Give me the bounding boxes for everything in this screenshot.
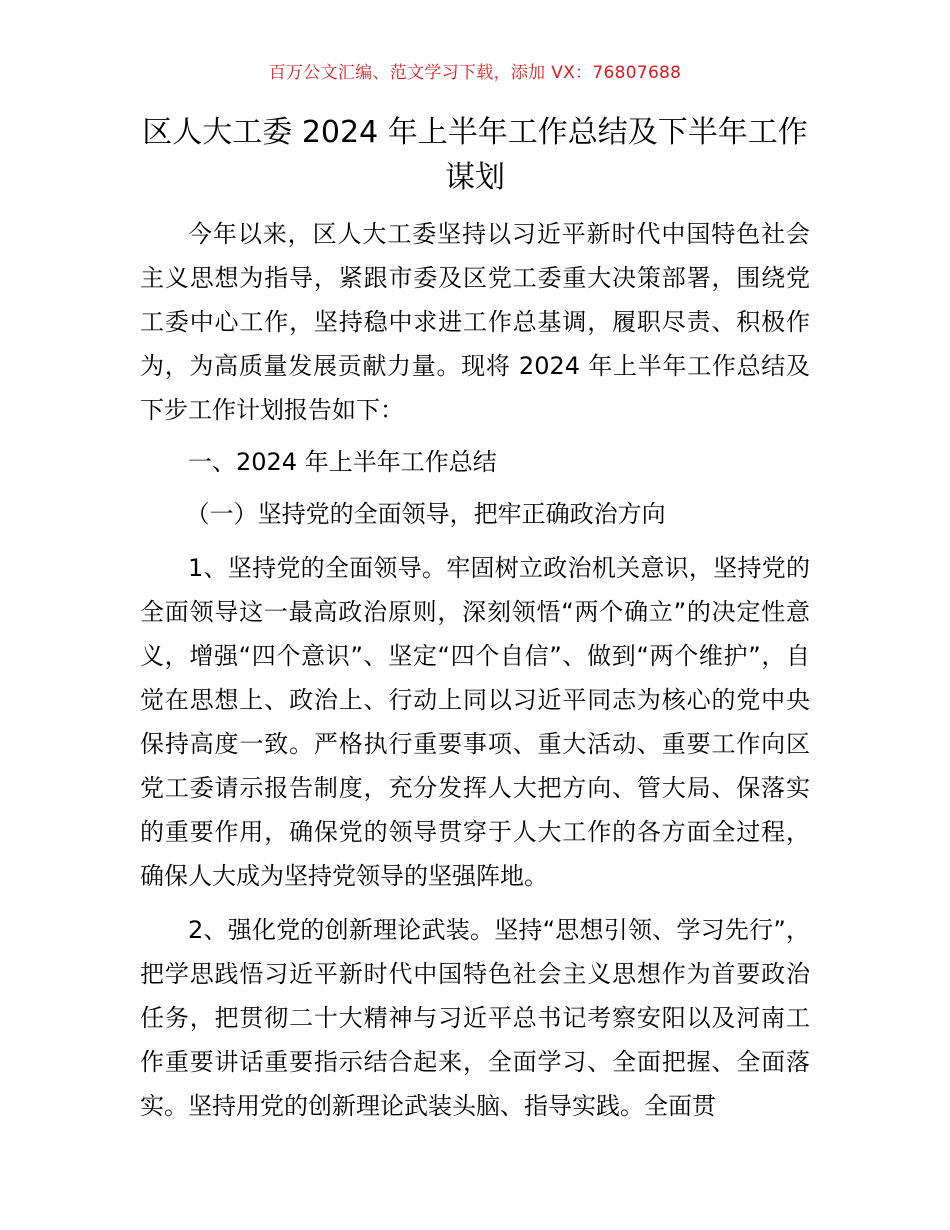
document-title: 区人大工委 2024 年上半年工作总结及下半年工作谋划 <box>142 115 808 195</box>
item-paragraph-2: 2、强化党的创新理论武装。坚持“思想引领、学习先行”，把学思践悟习近平新时代中国特色社会主义思想作为首要政治任务，把贯彻二十大精神与习近平总书记考察安阳以及河南工作重要讲话重要指示结合起来，全面学习、全面把握、全面落实。坚持用党的创新理论武装头脑、指导实践。全面贯 <box>140 916 810 1120</box>
document-body <box>140 212 810 1128</box>
watermark-banner: 百万公文汇编、范文学习下载，添加 VX：76807688 <box>268 63 682 83</box>
intro-paragraph: 今年以来，区人大工委坚持以习近平新时代中国特色社会主义思想为指导，紧跟市委及区党工委重大决策部署，围绕党工委中心工作，坚持稳中求进工作总基调，履职尽责、积极作为，为高质量发展贡献力量。现将 2024 年上半年工作总结及下步工作计划报告如下： <box>140 220 810 424</box>
subsection-heading-1: （一）坚持党的全面领导，把牢正确政治方向 <box>185 500 666 528</box>
item-paragraph-1: 1、坚持党的全面领导。牢固树立政治机关意识，坚持党的全面领导这一最高政治原则，深刻领悟“两个确立”的决定性意义，增强“四个意识”、坚定“四个自信”、做到“两个维护”，自觉在思想上、政治上、行动上同以习近平同志为核心的党中央保持高度一致。严格执行重要事项、重大活动、重要工作向区党工委请示报告制度，充分发挥人大把方向、管大局、保落实的重要作用，确保党的领导贯穿于人大工作的各方面全过程，确保人大成为坚持党领导的坚强阵地。 <box>140 554 810 890</box>
section-heading-1: 一、2024 年上半年工作总结 <box>188 448 497 476</box>
